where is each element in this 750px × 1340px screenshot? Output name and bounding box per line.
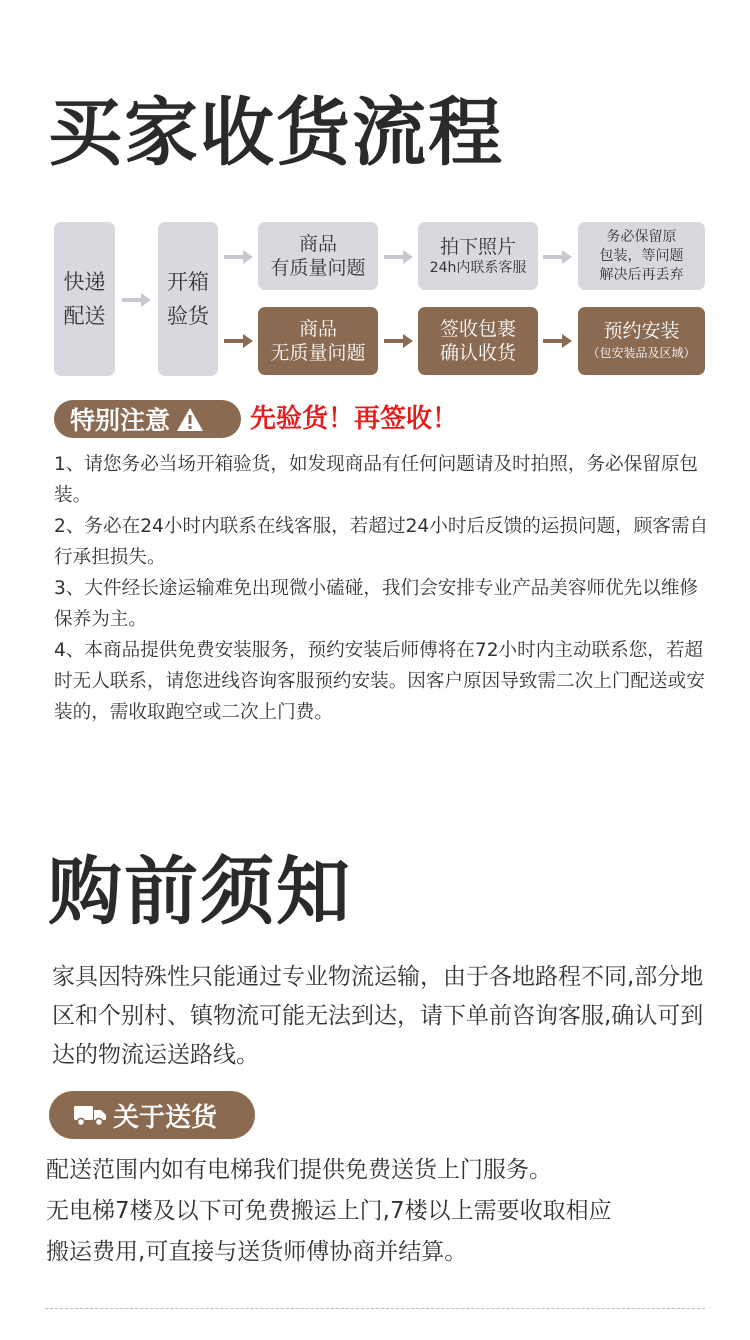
delivery-line: 配送范围内如有电梯我们提供免费送货上门服务。 <box>46 1157 552 1183</box>
rule-item: 2、务必在24小时内联系在线客服，若超过24小时后反馈的运损问题，顾客需自行承担损失。 <box>54 516 709 568</box>
inspect-first-slogan: 先验货！再签收！ <box>250 404 459 434</box>
rule-item: 4、本商品提供免费安装服务，预约安装后师傅将在72小时内主动联系您，若超时无人联系，请您进线咨询客服预约安装。因客户原因导致需二次上门配送或安装的，需收取跑空或二次上门费。 <box>54 640 705 723</box>
flow-courier-box <box>54 222 115 376</box>
notice-intro-text: 家具因特殊性只能通过专业物流运输，由于各地路程不同,部分地区和个别村、镇物流可能无法到达，请下单前咨询客服,确认可到达的物流运送路线。 <box>52 964 704 1068</box>
flow-sign-line-1: 签收包裹 <box>439 318 516 340</box>
flow-install-box <box>578 307 705 375</box>
delivery-line: 无电梯7楼及以下可免费搬运上门,7楼以上需要收取相应 <box>46 1198 612 1224</box>
flow-keep-line-1: 务必保留原 <box>606 228 677 245</box>
arrow-right-icon <box>224 333 254 349</box>
delivery-label: 关于送货 <box>113 1102 218 1133</box>
bottom-divider <box>45 1308 705 1309</box>
arrow-right-icon <box>384 249 414 265</box>
rules-list <box>54 449 714 728</box>
rule-item: 3、大件经长途运输难免出现微小磕碰，我们会安排专业产品美容师优先以维修保养为主。 <box>54 578 699 630</box>
flow-inspect-box <box>158 222 218 376</box>
flow-keep-package-box <box>578 222 705 290</box>
rule-item: 1、请您务必当场开箱验货，如发现商品有任何问题请及时拍照，务必保留原包装。 <box>54 454 699 506</box>
flow-inspect-line-2: 验货 <box>167 304 209 328</box>
delivery-badge <box>49 1091 255 1139</box>
special-notice-label: 特别注意 <box>70 406 171 435</box>
flow-keep-line-2: 包装，等问题 <box>599 247 684 264</box>
special-notice-badge <box>54 400 241 438</box>
flow-defect-box <box>258 222 378 290</box>
flow-courier-line-1: 快递 <box>63 270 106 294</box>
flow-inspect-line-1: 开箱 <box>167 270 209 294</box>
flow-ok-line-1: 商品 <box>298 318 337 340</box>
flow-defect-line-1: 商品 <box>298 233 337 255</box>
flow-install-line-1: 预约安装 <box>603 320 680 342</box>
flow-install-line-2: （包安装品及区域） <box>587 346 696 360</box>
flow-photo-line-1: 拍下照片 <box>439 235 516 258</box>
flow-photo-line-2: 24h内联系客服 <box>429 259 527 276</box>
flow-defect-line-2: 有质量问题 <box>270 257 366 279</box>
arrow-right-icon <box>384 333 414 349</box>
flow-keep-line-3: 解决后再丢弃 <box>599 266 684 283</box>
delivery-line: 搬运费用,可直接与送货师傅协商并结算。 <box>46 1239 468 1265</box>
arrow-right-icon <box>543 249 573 265</box>
truck-icon <box>73 1103 107 1127</box>
notice-title: 购前须知 <box>48 849 352 935</box>
flow-ok-box <box>258 307 378 375</box>
flow-courier-line-2: 配送 <box>63 304 106 328</box>
arrow-right-icon <box>122 292 152 308</box>
flow-ok-line-2: 无质量问题 <box>270 342 366 364</box>
delivery-text <box>46 1150 726 1273</box>
flow-sign-box <box>418 307 538 375</box>
arrow-right-icon <box>224 249 254 265</box>
warning-triangle-icon <box>176 407 204 432</box>
process-title: 买家收货流程 <box>48 90 504 176</box>
flow-photo-box <box>418 222 538 290</box>
arrow-right-icon <box>543 333 573 349</box>
flow-sign-line-2: 确认收货 <box>439 342 516 364</box>
